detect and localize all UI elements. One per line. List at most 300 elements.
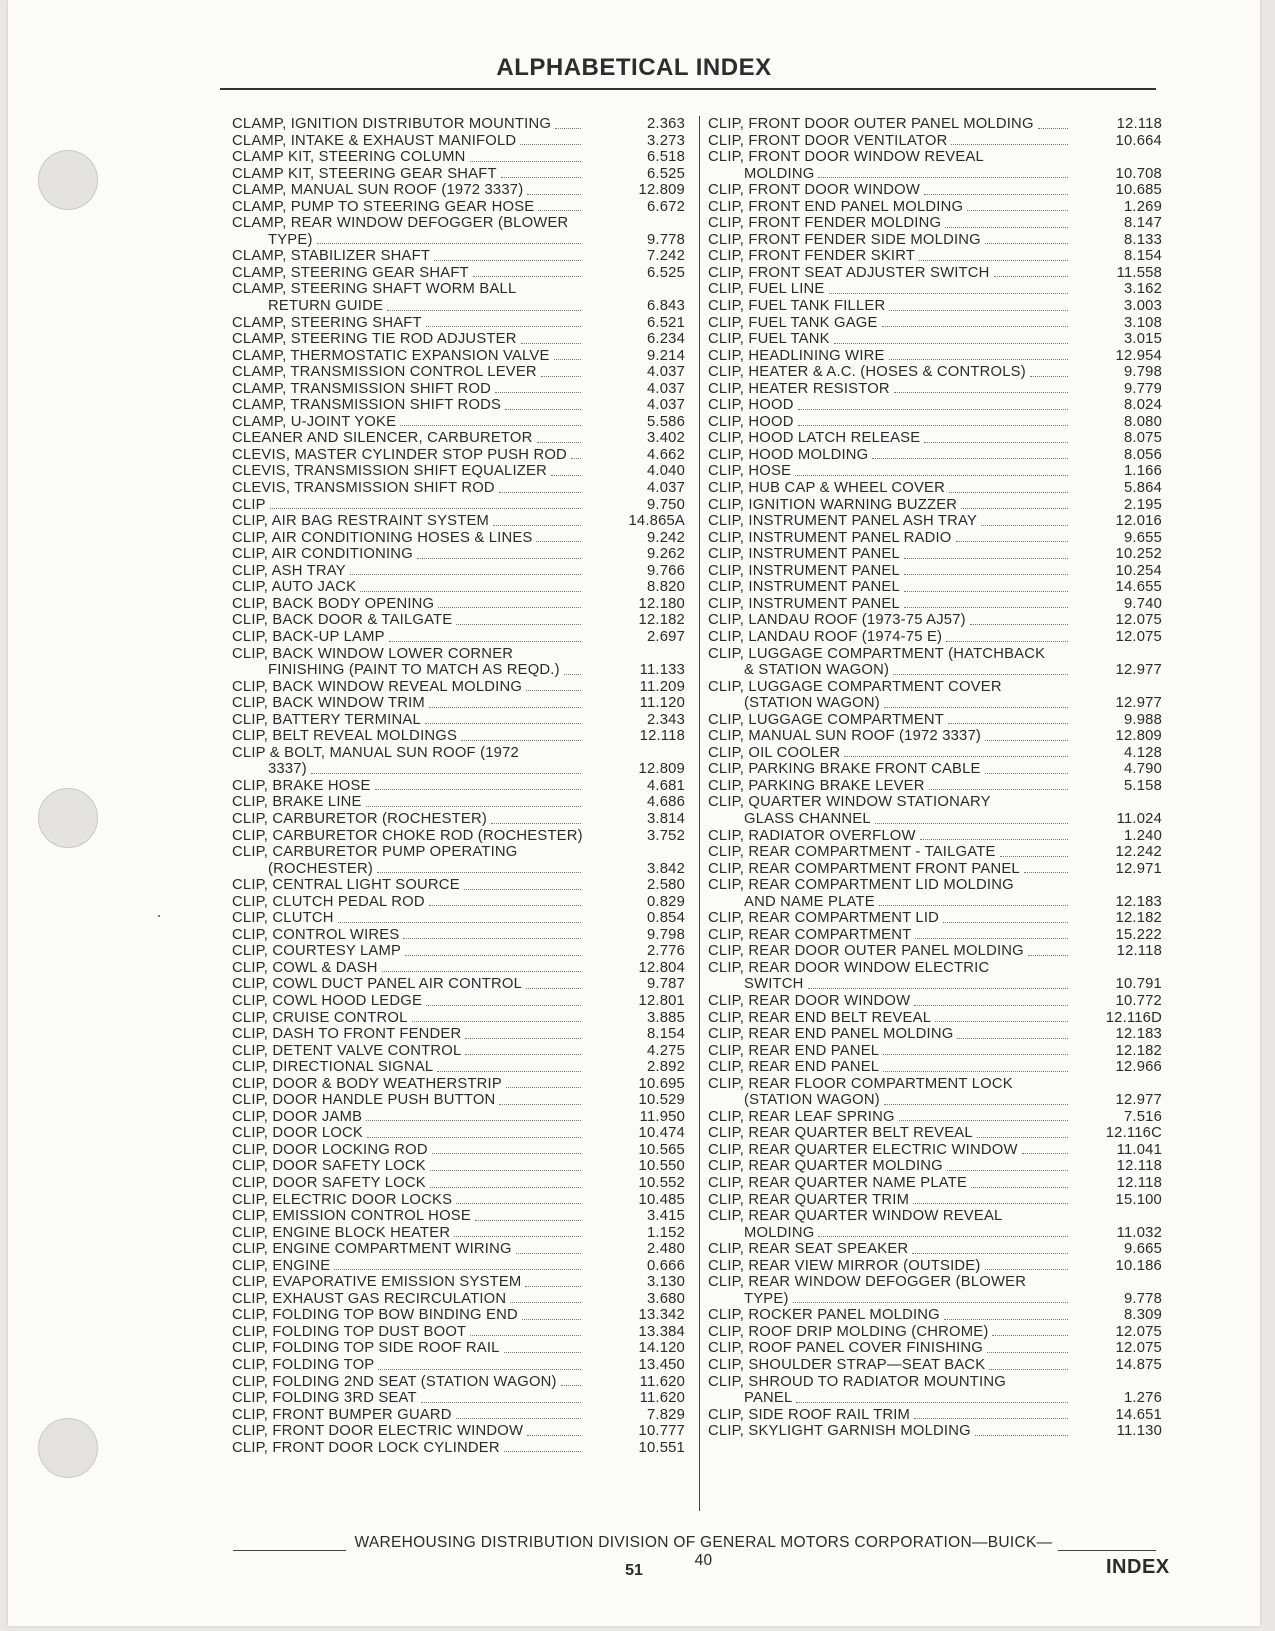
index-entry bbox=[708, 1175, 1174, 1192]
index-entry bbox=[708, 298, 1174, 315]
binder-hole bbox=[38, 1418, 98, 1478]
dot-leader bbox=[338, 922, 581, 923]
index-entry bbox=[708, 480, 1174, 497]
entry-reference: 8.154 bbox=[646, 1026, 685, 1043]
entry-name: CLIP, EVAPORATIVE EMISSION SYSTEM bbox=[232, 1274, 522, 1291]
entry-reference: 3.162 bbox=[1123, 281, 1162, 298]
dot-leader bbox=[844, 756, 1068, 757]
dot-leader bbox=[914, 1418, 1068, 1419]
entry-name: CLIP, OIL COOLER bbox=[708, 744, 841, 761]
entry-reference: 10.708 bbox=[1115, 165, 1162, 182]
index-entry bbox=[232, 530, 697, 547]
entry-reference: 7.829 bbox=[646, 1406, 685, 1423]
entry-reference: 9.766 bbox=[646, 562, 685, 579]
entry-name: CLIP, FRONT DOOR WINDOW REVEAL bbox=[708, 149, 984, 166]
entry-name: CLIP, INSTRUMENT PANEL RADIO bbox=[708, 529, 952, 546]
dot-leader bbox=[366, 1120, 581, 1121]
entry-reference: 11.120 bbox=[639, 695, 685, 712]
entry-name: CLIP, CARBURETOR CHOKE ROD (ROCHESTER) bbox=[232, 827, 583, 844]
entry-reference: 2.697 bbox=[646, 628, 685, 645]
dot-leader bbox=[554, 359, 581, 360]
entry-reference: 11.130 bbox=[1116, 1423, 1162, 1440]
entry-name: CLIP, CARBURETOR (ROCHESTER) bbox=[232, 810, 487, 827]
entry-reference: 2.892 bbox=[646, 1059, 685, 1076]
entry-reference: 0.666 bbox=[646, 1257, 685, 1274]
entry-name: CLAMP, PUMP TO STEERING GEAR HOSE bbox=[232, 198, 535, 215]
index-entry bbox=[708, 679, 1174, 696]
index-entry bbox=[232, 1175, 697, 1192]
index-entry bbox=[708, 1307, 1174, 1324]
dot-leader bbox=[526, 988, 581, 989]
entry-name: CLAMP, THERMOSTATIC EXPANSION VALVE bbox=[232, 347, 550, 364]
index-entry bbox=[708, 414, 1174, 431]
entry-name: CLIP, INSTRUMENT PANEL bbox=[708, 579, 900, 596]
dot-leader bbox=[541, 376, 581, 377]
entry-reference: 4.662 bbox=[646, 446, 685, 463]
entry-name: CLAMP, STEERING SHAFT bbox=[232, 314, 422, 331]
entry-name: CLIP, CONTROL WIRES bbox=[232, 926, 400, 943]
entry-reference: 10.254 bbox=[1115, 562, 1162, 579]
entry-name: CLIP, FRONT BUMPER GUARD bbox=[232, 1406, 452, 1423]
index-entry bbox=[232, 248, 697, 265]
index-entry bbox=[232, 1291, 697, 1308]
entry-reference: 15.222 bbox=[1115, 926, 1162, 943]
dot-leader bbox=[571, 458, 581, 459]
dot-leader bbox=[798, 409, 1068, 410]
dot-leader bbox=[989, 1369, 1068, 1370]
entry-reference: 5.158 bbox=[1123, 777, 1162, 794]
dot-leader bbox=[475, 1220, 581, 1221]
entry-name: CLIP, FRONT FENDER SKIRT bbox=[708, 248, 916, 265]
dot-leader bbox=[967, 210, 1068, 211]
index-entry bbox=[232, 1390, 697, 1407]
index-entry bbox=[232, 960, 697, 977]
entry-reference: 12.118 bbox=[1116, 116, 1162, 132]
entry-name: CLIP, ENGINE BLOCK HEATER bbox=[232, 1224, 451, 1241]
entry-reference: 11.041 bbox=[1116, 1141, 1162, 1158]
dot-leader bbox=[834, 343, 1068, 344]
dot-leader bbox=[334, 1269, 581, 1270]
dot-leader bbox=[948, 723, 1068, 724]
entry-name: CLIP, HOOD MOLDING bbox=[708, 446, 869, 463]
entry-name: CLAMP, U-JOINT YOKE bbox=[232, 413, 397, 430]
index-entry bbox=[708, 265, 1174, 282]
index-entry bbox=[232, 199, 697, 216]
index-entry bbox=[708, 348, 1174, 365]
dot-leader bbox=[360, 591, 581, 592]
entry-reference: 8.309 bbox=[1123, 1307, 1162, 1324]
entry-name: CLIP, FRONT FENDER SIDE MOLDING bbox=[708, 231, 981, 248]
entry-reference: 7.516 bbox=[1123, 1108, 1162, 1125]
entry-name: CLIP, BACK DOOR & TAILGATE bbox=[232, 612, 453, 629]
entry-name: CLAMP, IGNITION DISTRIBUTOR MOUNTING bbox=[232, 116, 552, 132]
entry-reference: 15.100 bbox=[1115, 1191, 1162, 1208]
dot-leader bbox=[403, 938, 581, 939]
entry-name: CLAMP, INTAKE & EXHAUST MANIFOLD bbox=[232, 132, 517, 149]
dot-leader bbox=[796, 1402, 1068, 1403]
entry-reference: 12.977 bbox=[1115, 695, 1162, 712]
index-entry bbox=[232, 1225, 697, 1242]
entry-reference: 12.075 bbox=[1115, 1323, 1162, 1340]
entry-name: CLIP, DETENT VALVE CONTROL bbox=[232, 1042, 462, 1059]
index-entry-continued bbox=[708, 1291, 1174, 1308]
entry-name: CLEVIS, TRANSMISSION SHIFT EQUALIZER bbox=[232, 463, 547, 480]
index-entry bbox=[232, 1125, 697, 1142]
entry-name: CLIP, DOOR LOCKING ROD bbox=[232, 1141, 428, 1158]
entry-reference: 12.971 bbox=[1115, 860, 1162, 877]
index-entry bbox=[708, 712, 1174, 729]
entry-name: CLIP, REAR COMPARTMENT bbox=[708, 926, 912, 943]
index-entry bbox=[232, 414, 697, 431]
index-entry bbox=[708, 232, 1174, 249]
entry-name: CLIP, REAR QUARTER BELT REVEAL bbox=[708, 1125, 973, 1142]
entry-name: CLIP bbox=[232, 496, 266, 513]
dot-leader bbox=[504, 1451, 581, 1452]
entry-name: CLIP, BACK-UP LAMP bbox=[232, 628, 385, 645]
dot-leader bbox=[879, 905, 1068, 906]
entry-reference: 3.415 bbox=[646, 1208, 685, 1225]
entry-name: CLIP, ENGINE bbox=[232, 1257, 331, 1274]
index-entry bbox=[708, 745, 1174, 762]
dot-leader bbox=[904, 607, 1068, 608]
entry-name: CLIP, DASH TO FRONT FENDER bbox=[232, 1026, 462, 1043]
entry-reference: 3.842 bbox=[646, 860, 685, 877]
index-entry bbox=[708, 1043, 1174, 1060]
entry-reference: 12.182 bbox=[1115, 910, 1162, 927]
entry-reference: 4.790 bbox=[1123, 761, 1162, 778]
dot-leader bbox=[311, 773, 581, 774]
entry-name: CLIP, FUEL TANK bbox=[708, 331, 830, 348]
index-entry bbox=[708, 133, 1174, 150]
entry-reference: 13.384 bbox=[638, 1323, 685, 1340]
entry-name: CLIP, FOLDING TOP BOW BINDING END bbox=[232, 1307, 518, 1324]
index-entry bbox=[708, 1241, 1174, 1258]
dot-leader bbox=[914, 1005, 1068, 1006]
entry-reference: 12.118 bbox=[1116, 1175, 1162, 1191]
index-entry bbox=[708, 960, 1174, 977]
entry-reference: 6.234 bbox=[646, 331, 685, 348]
entry-name: CLIP, INSTRUMENT PANEL bbox=[708, 595, 900, 612]
dot-leader bbox=[378, 1369, 581, 1370]
entry-name: CLIP, FOLDING TOP DUST BOOT bbox=[232, 1323, 467, 1340]
index-entry-continued bbox=[708, 166, 1174, 183]
dot-leader bbox=[389, 641, 581, 642]
index-entry bbox=[232, 927, 697, 944]
entry-name: CLIP, REAR COMPARTMENT FRONT PANEL bbox=[708, 860, 1020, 877]
index-entry bbox=[708, 943, 1174, 960]
entry-name: CLIP, REAR QUARTER TRIM bbox=[708, 1191, 910, 1208]
dot-leader bbox=[913, 1203, 1068, 1204]
index-entry bbox=[708, 993, 1174, 1010]
entry-reference: 1.269 bbox=[1123, 198, 1162, 215]
dot-leader bbox=[465, 1054, 581, 1055]
entry-name: CLIP, AIR CONDITIONING bbox=[232, 546, 413, 563]
entry-reference: 12.075 bbox=[1115, 612, 1162, 629]
entry-reference: 11.558 bbox=[1116, 264, 1162, 281]
dot-leader bbox=[1024, 872, 1068, 873]
entry-name: CLIP, FUEL LINE bbox=[708, 281, 825, 298]
index-entry bbox=[708, 546, 1174, 563]
entry-name: CLIP, HEADLINING WIRE bbox=[708, 347, 885, 364]
entry-reference: 10.529 bbox=[638, 1092, 685, 1109]
entry-reference: 3.015 bbox=[1123, 331, 1162, 348]
dot-leader bbox=[430, 1187, 581, 1188]
entry-reference: 12.242 bbox=[1115, 844, 1162, 861]
dot-leader bbox=[981, 525, 1068, 526]
dot-leader bbox=[889, 310, 1068, 311]
paper-speck bbox=[158, 915, 160, 917]
dot-leader bbox=[894, 392, 1068, 393]
dot-leader bbox=[430, 1170, 581, 1171]
entry-name: CLAMP, STEERING TIE ROD ADJUSTER bbox=[232, 331, 517, 348]
entry-reference: 12.977 bbox=[1115, 1092, 1162, 1109]
entry-name: CLIP, DOOR & BODY WEATHERSTRIP bbox=[232, 1075, 502, 1092]
entry-reference: 9.665 bbox=[1123, 1241, 1162, 1258]
entry-reference: 11.209 bbox=[639, 678, 685, 695]
entry-name: CLIP, HUB CAP & WHEEL COVER bbox=[708, 480, 946, 497]
entry-name: CLIP, FRONT DOOR OUTER PANEL MOLDING bbox=[708, 116, 1034, 132]
index-entry bbox=[708, 844, 1174, 861]
dot-leader bbox=[893, 674, 1068, 675]
entry-reference: 1.152 bbox=[646, 1224, 685, 1241]
entry-name: CLIP, FOLDING TOP bbox=[232, 1357, 375, 1374]
entry-name: CLIP, FUEL TANK GAGE bbox=[708, 314, 878, 331]
index-entry bbox=[232, 513, 697, 530]
dot-leader bbox=[961, 508, 1068, 509]
entry-reference: 12.801 bbox=[638, 992, 685, 1009]
index-entry bbox=[708, 629, 1174, 646]
dot-leader bbox=[400, 425, 581, 426]
entry-reference: 9.778 bbox=[1123, 1290, 1162, 1307]
entry-reference: 6.672 bbox=[646, 198, 685, 215]
entry-name: CLIP, QUARTER WINDOW STATIONARY bbox=[708, 794, 991, 811]
entry-reference: 12.809 bbox=[638, 761, 685, 778]
dot-leader bbox=[510, 1302, 581, 1303]
entry-name: CLIP, ROOF PANEL COVER FINISHING bbox=[708, 1340, 983, 1357]
dot-leader bbox=[947, 1170, 1068, 1171]
entry-reference: 3.130 bbox=[646, 1274, 685, 1291]
entry-reference: 12.183 bbox=[1115, 1026, 1162, 1043]
entry-name: CLIP, REAR END BELT REVEAL bbox=[708, 1009, 932, 1026]
dot-leader bbox=[904, 591, 1068, 592]
entry-name: CLIP, HOOD bbox=[708, 413, 794, 430]
entry-reference: 10.695 bbox=[638, 1075, 685, 1092]
index-entry-continued bbox=[708, 1225, 1174, 1242]
entry-reference: 8.080 bbox=[1123, 413, 1162, 430]
index-entry bbox=[708, 1010, 1174, 1027]
index-entry bbox=[232, 1158, 697, 1175]
entry-name: CLIP, SHROUD TO RADIATOR MOUNTING bbox=[708, 1373, 1006, 1390]
index-entry bbox=[232, 612, 697, 629]
dot-leader bbox=[506, 1087, 581, 1088]
dot-leader bbox=[473, 276, 581, 277]
index-entry bbox=[708, 927, 1174, 944]
index-entry bbox=[232, 1043, 697, 1060]
dot-leader bbox=[522, 1319, 581, 1320]
dot-leader bbox=[425, 723, 581, 724]
entry-name: CLIP, SKYLIGHT GARNISH MOLDING bbox=[708, 1423, 971, 1440]
entry-reference: 4.037 bbox=[646, 364, 685, 381]
entry-reference: 9.750 bbox=[646, 496, 685, 513]
entry-name: CLIP, IGNITION WARNING BUZZER bbox=[708, 496, 958, 513]
entry-reference: 8.075 bbox=[1123, 430, 1162, 447]
index-entry bbox=[708, 1125, 1174, 1142]
dot-leader bbox=[957, 1038, 1068, 1039]
index-entry bbox=[708, 1274, 1174, 1291]
entry-reference: 10.485 bbox=[638, 1191, 685, 1208]
index-entry bbox=[708, 612, 1174, 629]
index-entry bbox=[232, 1192, 697, 1209]
index-entry bbox=[232, 480, 697, 497]
entry-name: CLIP, DIRECTIONAL SIGNAL bbox=[232, 1059, 434, 1076]
entry-name: CLIP, ASH TRAY bbox=[232, 562, 346, 579]
index-entry bbox=[708, 877, 1174, 894]
dot-leader bbox=[872, 458, 1068, 459]
entry-name: CLIP, EMISSION CONTROL HOSE bbox=[232, 1208, 471, 1225]
index-entry bbox=[232, 943, 697, 960]
entry-name: CLAMP KIT, STEERING COLUMN bbox=[232, 149, 466, 166]
index-entry-continued bbox=[232, 232, 697, 249]
entry-name: CLIP, COWL HOOD LEDGE bbox=[232, 992, 423, 1009]
index-entry bbox=[708, 579, 1174, 596]
entry-reference: 9.798 bbox=[646, 926, 685, 943]
dot-leader bbox=[889, 359, 1068, 360]
entry-name: CLIP, FRONT DOOR VENTILATOR bbox=[708, 132, 948, 149]
entry-name: CLIP, COURTESY LAMP bbox=[232, 943, 402, 960]
section-label: INDEX bbox=[1106, 1556, 1170, 1578]
index-entry bbox=[232, 993, 697, 1010]
dot-leader bbox=[935, 1021, 1068, 1022]
entry-name: CLAMP, MANUAL SUN ROOF (1972 3337) bbox=[232, 182, 524, 199]
dot-leader bbox=[525, 1286, 581, 1287]
entry-reference: 12.809 bbox=[1115, 728, 1162, 745]
dot-leader bbox=[971, 1187, 1068, 1188]
entry-name-continuation: (STATION WAGON) bbox=[744, 1092, 880, 1109]
entry-name: CLIP, FRONT DOOR ELECTRIC WINDOW bbox=[232, 1423, 524, 1440]
dot-leader bbox=[818, 1236, 1068, 1237]
entry-reference: 7.242 bbox=[646, 248, 685, 265]
entry-name: CLAMP, TRANSMISSION CONTROL LEVER bbox=[232, 364, 537, 381]
index-page bbox=[8, 0, 1260, 1626]
dot-leader bbox=[808, 988, 1068, 989]
dot-leader bbox=[438, 607, 581, 608]
entry-name: CLIP, REAR END PANEL MOLDING bbox=[708, 1026, 954, 1043]
dot-leader bbox=[949, 492, 1068, 493]
entry-name: CLIP, REAR SEAT SPEAKER bbox=[708, 1241, 909, 1258]
index-entry bbox=[708, 447, 1174, 464]
entry-name: CLIP, REAR COMPARTMENT - TAILGATE bbox=[708, 844, 996, 861]
index-entry bbox=[708, 1059, 1174, 1076]
entry-reference: 12.118 bbox=[1116, 943, 1162, 960]
entry-name: CLIP, FRONT END PANEL MOLDING bbox=[708, 198, 964, 215]
index-entry bbox=[232, 1324, 697, 1341]
dot-leader bbox=[426, 326, 581, 327]
index-entry bbox=[232, 976, 697, 993]
entry-name: CLAMP, STEERING SHAFT WORM BALL bbox=[232, 281, 517, 298]
entry-reference: 4.681 bbox=[646, 777, 685, 794]
dot-leader bbox=[527, 194, 581, 195]
entry-reference: 2.195 bbox=[1123, 496, 1162, 513]
index-entry bbox=[708, 199, 1174, 216]
dot-leader bbox=[270, 508, 581, 509]
index-entry bbox=[708, 530, 1174, 547]
entry-reference: 3.273 bbox=[646, 132, 685, 149]
dot-leader bbox=[919, 260, 1068, 261]
index-entry bbox=[708, 1208, 1174, 1225]
entry-reference: 8.147 bbox=[1123, 215, 1162, 232]
entry-reference: 1.240 bbox=[1123, 827, 1162, 844]
dot-leader bbox=[465, 1038, 581, 1039]
dot-leader bbox=[943, 922, 1068, 923]
entry-name-continuation: AND NAME PLATE bbox=[744, 893, 875, 910]
dot-leader bbox=[437, 1071, 581, 1072]
index-entry bbox=[708, 1142, 1174, 1159]
dot-leader bbox=[454, 1236, 581, 1237]
index-entry bbox=[232, 894, 697, 911]
index-entry bbox=[232, 348, 697, 365]
dot-leader bbox=[551, 475, 581, 476]
entry-name: CLIP, BACK BODY OPENING bbox=[232, 595, 435, 612]
dot-leader bbox=[456, 1203, 581, 1204]
entry-reference: 10.252 bbox=[1115, 546, 1162, 563]
entry-name: CLIP, FRONT SEAT ADJUSTER SWITCH bbox=[708, 264, 990, 281]
index-entry bbox=[708, 1076, 1174, 1093]
entry-name: CLIP, REAR DOOR OUTER PANEL MOLDING bbox=[708, 943, 1024, 960]
dot-leader bbox=[537, 442, 582, 443]
dot-leader bbox=[992, 1335, 1068, 1336]
dot-leader bbox=[387, 310, 581, 311]
entry-reference: 14.655 bbox=[1115, 579, 1162, 596]
entry-reference: 12.183 bbox=[1115, 893, 1162, 910]
dot-leader bbox=[429, 707, 581, 708]
entry-reference: 10.791 bbox=[1115, 976, 1162, 993]
dot-leader bbox=[985, 740, 1068, 741]
entry-reference: 11.950 bbox=[639, 1108, 685, 1125]
entry-reference: 9.988 bbox=[1123, 711, 1162, 728]
index-entry bbox=[232, 679, 697, 696]
entry-name: CLAMP, STABILIZER SHAFT bbox=[232, 248, 431, 265]
index-entry bbox=[708, 646, 1174, 663]
index-entry bbox=[232, 397, 697, 414]
entry-reference: 9.778 bbox=[646, 231, 685, 248]
index-entry bbox=[232, 596, 697, 613]
dot-leader bbox=[924, 194, 1068, 195]
dot-leader bbox=[915, 938, 1068, 939]
entry-name: CLIP, REAR COMPARTMENT LID MOLDING bbox=[708, 877, 1014, 894]
index-entry bbox=[708, 1258, 1174, 1275]
entry-reference: 2.480 bbox=[646, 1241, 685, 1258]
binder-hole bbox=[38, 788, 98, 848]
entry-reference: 3.752 bbox=[646, 827, 685, 844]
entry-name: CLEVIS, MASTER CYLINDER STOP PUSH ROD bbox=[232, 446, 567, 463]
dot-leader bbox=[501, 177, 581, 178]
entry-name: CLIP, RADIATOR OVERFLOW bbox=[708, 827, 916, 844]
dot-leader bbox=[985, 1269, 1069, 1270]
index-entry bbox=[708, 761, 1174, 778]
entry-name: CLIP, PARKING BRAKE FRONT CABLE bbox=[708, 761, 981, 778]
dot-leader bbox=[317, 243, 581, 244]
dot-leader bbox=[987, 1352, 1068, 1353]
index-entry bbox=[232, 1258, 697, 1275]
entry-name: CLIP, DOOR JAMB bbox=[232, 1108, 363, 1125]
entry-name: CLIP, INSTRUMENT PANEL ASH TRAY bbox=[708, 513, 978, 530]
dot-leader bbox=[994, 276, 1068, 277]
index-entry bbox=[232, 215, 697, 232]
index-entry bbox=[232, 133, 697, 150]
dot-leader bbox=[1022, 1153, 1068, 1154]
index-entry bbox=[708, 364, 1174, 381]
entry-name: CLIP, REAR END PANEL bbox=[708, 1059, 880, 1076]
